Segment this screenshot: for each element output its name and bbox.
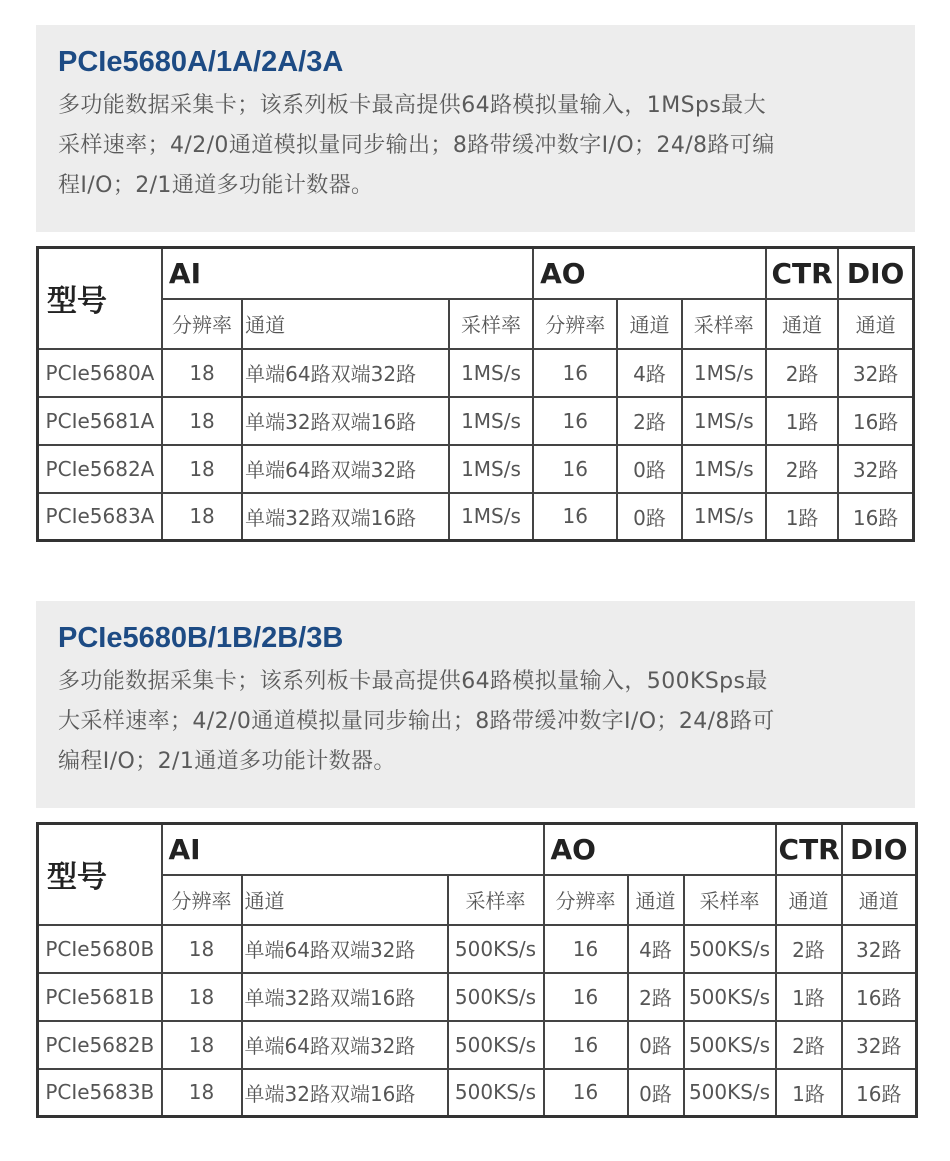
- table-cell: 500KS/s: [448, 973, 544, 1021]
- table-cell: 500KS/s: [684, 973, 776, 1021]
- section-b-intro: [36, 601, 915, 808]
- model-cell: PCIe5682B: [38, 1021, 162, 1069]
- table-cell: 16路: [842, 973, 917, 1021]
- subheader-row: [38, 875, 917, 925]
- section-b-title: PCIe5680B/1B/2B/3B: [58, 622, 344, 654]
- model-cell: PCIe5681A: [38, 397, 162, 445]
- table-cell: 18: [162, 397, 242, 445]
- table-cell: 1路: [766, 397, 838, 445]
- description-line: 多功能数据采集卡；该系列板卡最高提供64路模拟量输入，500KSps最: [58, 669, 768, 695]
- model-cell: PCIe5680B: [38, 925, 162, 973]
- group-ai-header: AI: [162, 248, 533, 299]
- table-cell: 32路: [842, 925, 917, 973]
- table-cell: 1MS/s: [682, 349, 766, 397]
- subheader-row: [38, 299, 914, 349]
- ai-resolution-header: 分辨率: [162, 875, 242, 925]
- group-ao-header: AO: [533, 248, 766, 299]
- table-cell: 18: [162, 1069, 242, 1117]
- group-ctr-header: CTR: [766, 248, 838, 299]
- group-header-row: [38, 824, 917, 875]
- section-a-intro: [36, 25, 915, 232]
- table-cell: 2路: [766, 349, 838, 397]
- model-cell: PCIe5683A: [38, 493, 162, 541]
- group-dio-header: DIO: [838, 248, 913, 299]
- description-line: 编程I/O；2/1通道多功能计数器。: [58, 749, 396, 775]
- table-cell: 单端64路双端32路: [242, 445, 449, 493]
- table-cell: 32路: [842, 1021, 917, 1069]
- table-cell: 16: [533, 493, 617, 541]
- table-cell: 18: [162, 1021, 242, 1069]
- table-row: [38, 445, 914, 493]
- table-cell: 4路: [617, 349, 681, 397]
- table-cell: 单端64路双端32路: [242, 1021, 448, 1069]
- table-cell: 2路: [628, 973, 684, 1021]
- table-cell: 1MS/s: [682, 445, 766, 493]
- description-line: 程I/O；2/1通道多功能计数器。: [58, 173, 374, 199]
- table-cell: 0路: [628, 1021, 684, 1069]
- ai-rate-header: 采样率: [448, 875, 544, 925]
- table-cell: 1路: [766, 493, 838, 541]
- table-cell: 2路: [776, 1021, 842, 1069]
- model-cell: PCIe5683B: [38, 1069, 162, 1117]
- ao-rate-header: 采样率: [684, 875, 776, 925]
- table-cell: 32路: [838, 445, 913, 493]
- ai-channel-header: 通道: [242, 875, 448, 925]
- table-cell: 16路: [842, 1069, 917, 1117]
- section-b-description: [58, 662, 893, 782]
- ao-rate-header: 采样率: [682, 299, 766, 349]
- table-cell: 1MS/s: [449, 349, 533, 397]
- table-cell: 0路: [617, 493, 681, 541]
- table-cell: 32路: [838, 349, 913, 397]
- model-cell: PCIe5680A: [38, 349, 162, 397]
- table-row: [38, 397, 914, 445]
- table-row: [38, 1021, 917, 1069]
- table-row: [38, 973, 917, 1021]
- table-cell: 单端32路双端16路: [242, 397, 449, 445]
- model-header: 型号: [38, 248, 162, 349]
- ctr-channel-header: 通道: [766, 299, 838, 349]
- group-ai-header: AI: [162, 824, 544, 875]
- ao-resolution-header: 分辨率: [544, 875, 628, 925]
- table-cell: 单端32路双端16路: [242, 973, 448, 1021]
- table-cell: 1MS/s: [682, 397, 766, 445]
- section-a-description: [58, 86, 893, 206]
- section-a-title: PCIe5680A/1A/2A/3A: [58, 46, 344, 78]
- table-row: [38, 493, 914, 541]
- table-cell: 单端32路双端16路: [242, 1069, 448, 1117]
- dio-channel-header: 通道: [838, 299, 913, 349]
- ai-channel-header: 通道: [242, 299, 449, 349]
- table-cell: 500KS/s: [448, 1021, 544, 1069]
- table-row: [38, 1069, 917, 1117]
- table-cell: 18: [162, 925, 242, 973]
- table-cell: 500KS/s: [448, 1069, 544, 1117]
- table-cell: 500KS/s: [684, 925, 776, 973]
- group-dio-header: DIO: [842, 824, 917, 875]
- table-cell: 18: [162, 493, 242, 541]
- model-cell: PCIe5681B: [38, 973, 162, 1021]
- ao-resolution-header: 分辨率: [533, 299, 617, 349]
- table-cell: 18: [162, 349, 242, 397]
- table-cell: 16: [544, 1069, 628, 1117]
- table-cell: 2路: [766, 445, 838, 493]
- group-header-row: [38, 248, 914, 299]
- table-cell: 1MS/s: [449, 445, 533, 493]
- table-cell: 单端64路双端32路: [242, 349, 449, 397]
- table-cell: 500KS/s: [684, 1021, 776, 1069]
- description-line: 大采样速率；4/2/0通道模拟量同步输出；8路带缓冲数字I/O；24/8路可: [58, 709, 775, 735]
- ctr-channel-header: 通道: [776, 875, 842, 925]
- table-cell: 16: [544, 925, 628, 973]
- table-cell: 18: [162, 445, 242, 493]
- table-cell: 500KS/s: [684, 1069, 776, 1117]
- section-a-spec-table: [36, 246, 915, 542]
- table-cell: 16: [533, 397, 617, 445]
- table-cell: 0路: [628, 1069, 684, 1117]
- table-cell: 16: [544, 973, 628, 1021]
- table-cell: 500KS/s: [448, 925, 544, 973]
- table-cell: 1路: [776, 1069, 842, 1117]
- model-cell: PCIe5682A: [38, 445, 162, 493]
- table-row: [38, 349, 914, 397]
- table-cell: 16: [533, 349, 617, 397]
- table-cell: 1路: [776, 973, 842, 1021]
- description-line: 采样速率；4/2/0通道模拟量同步输出；8路带缓冲数字I/O；24/8路可编: [58, 133, 775, 159]
- table-cell: 18: [162, 973, 242, 1021]
- table-cell: 16路: [838, 493, 913, 541]
- table-row: [38, 925, 917, 973]
- ai-resolution-header: 分辨率: [162, 299, 242, 349]
- table-cell: 1MS/s: [449, 493, 533, 541]
- table-cell: 16: [533, 445, 617, 493]
- description-line: 多功能数据采集卡；该系列板卡最高提供64路模拟量输入，1MSps最大: [58, 93, 766, 119]
- table-cell: 0路: [617, 445, 681, 493]
- table-cell: 16路: [838, 397, 913, 445]
- table-cell: 单端64路双端32路: [242, 925, 448, 973]
- table-cell: 2路: [617, 397, 681, 445]
- ao-channel-header: 通道: [617, 299, 681, 349]
- ao-channel-header: 通道: [628, 875, 684, 925]
- table-cell: 16: [544, 1021, 628, 1069]
- group-ao-header: AO: [544, 824, 776, 875]
- ai-rate-header: 采样率: [449, 299, 533, 349]
- table-cell: 1MS/s: [449, 397, 533, 445]
- group-ctr-header: CTR: [776, 824, 842, 875]
- section-b-spec-table: [36, 822, 918, 1118]
- dio-channel-header: 通道: [842, 875, 917, 925]
- table-cell: 4路: [628, 925, 684, 973]
- table-cell: 2路: [776, 925, 842, 973]
- table-cell: 单端32路双端16路: [242, 493, 449, 541]
- model-header: 型号: [38, 824, 162, 925]
- table-cell: 1MS/s: [682, 493, 766, 541]
